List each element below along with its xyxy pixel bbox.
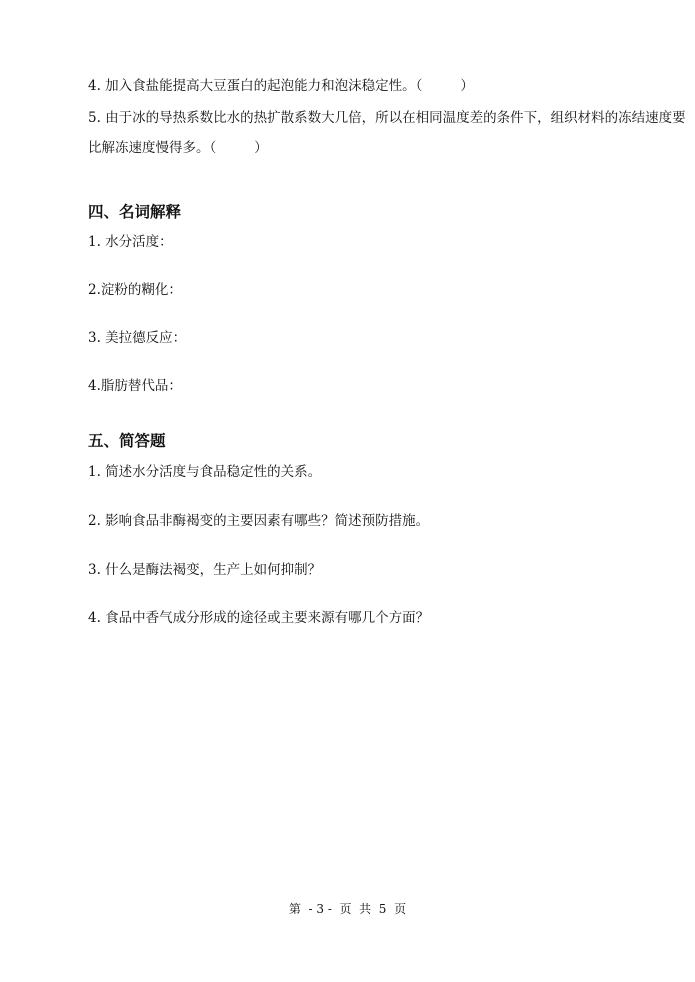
term-item-4: 4.脂肪替代品： <box>88 378 182 394</box>
page-number: 第 - 3 - 页 共 5 页 <box>288 902 407 916</box>
question-item-2: 2. 影响食品非酶褐变的主要因素有哪些？简述预防措施。 <box>88 513 430 529</box>
question-4 <box>88 77 474 95</box>
question-item-1: 1. 简述水分活度与食品稳定性的关系。 <box>88 464 322 480</box>
term-item-2: 2.淀粉的糊化： <box>88 282 182 298</box>
question-4-text: 4. 加入食盐能提高大豆蛋白的起泡能力和泡沫稳定性。（ <box>88 78 423 94</box>
question-5 <box>88 103 688 163</box>
question-4-close: ） <box>460 78 474 94</box>
question-item-3: 3. 什么是酶法褐变，生产上如何抑制？ <box>88 562 322 578</box>
question-5-text: 5. 由于冰的导热系数比水的热扩散系数大几倍，所以在相同温度差的条件下，组织材料的冻结速度要比解冻速度慢得多。（ <box>88 110 686 156</box>
term-item-1: 1. 水分活度： <box>88 234 173 250</box>
section-5-title: 五、简答题 <box>88 432 166 450</box>
term-item-3: 3. 美拉德反应： <box>88 330 187 346</box>
question-5-close: ） <box>254 140 268 156</box>
section-4-title: 四、名词解释 <box>88 203 182 221</box>
question-item-4: 4. 食品中香气成分形成的途径或主要来源有哪几个方面？ <box>88 610 430 626</box>
